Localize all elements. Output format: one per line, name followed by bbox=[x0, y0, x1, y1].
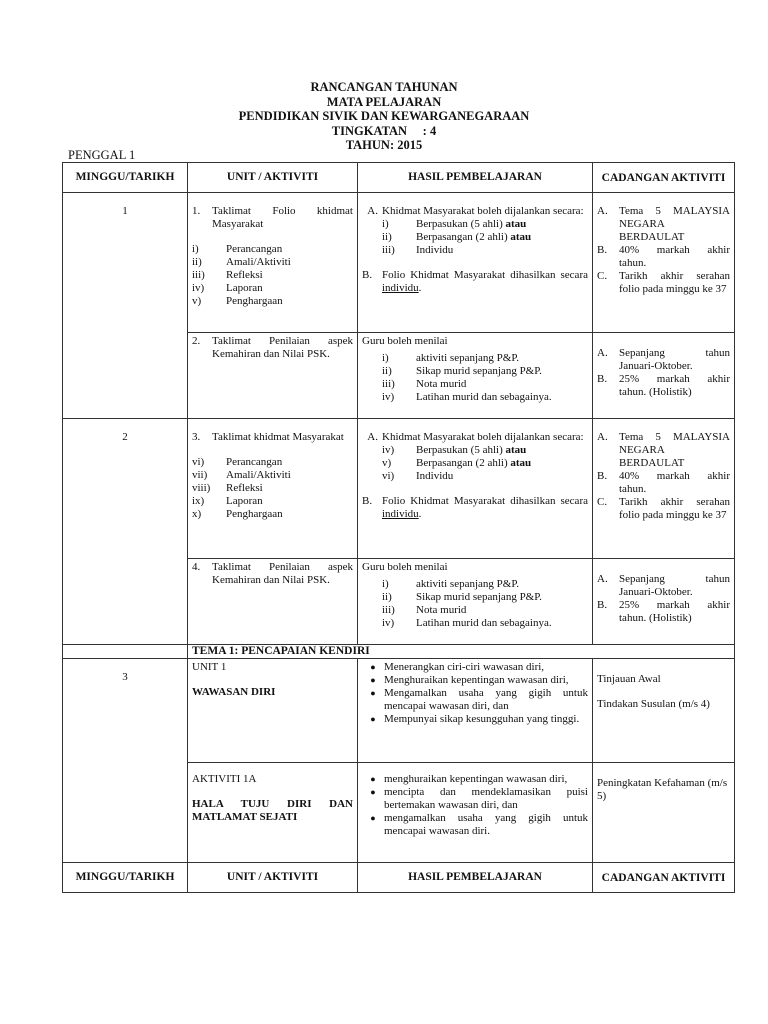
item-text: Sepanjang tahun Januari-Oktober. bbox=[619, 573, 730, 598]
penggal-label: PENGGAL 1 bbox=[68, 148, 136, 162]
item-text bbox=[416, 578, 588, 591]
item-text bbox=[416, 457, 588, 470]
header-unit: UNIT / AKTIVITI bbox=[188, 863, 358, 893]
hasil-underlined: individu bbox=[382, 508, 419, 520]
bullet-icon: ● bbox=[370, 662, 376, 672]
title-line-3: PENDIDIKAN SIVIK DAN KEWARGANEGARAAN bbox=[238, 109, 530, 123]
list-item bbox=[192, 243, 353, 256]
list-item bbox=[362, 470, 588, 483]
item-text: Tarikh akhir serahan folio pada minggu ke 37 bbox=[619, 496, 730, 521]
header-hasil: HASIL PEMBELAJARAN bbox=[358, 163, 593, 193]
item-text: Refleksi bbox=[226, 482, 263, 494]
cadangan-cell bbox=[593, 659, 735, 763]
bullet-icon: ● bbox=[370, 675, 376, 685]
item-marker: vi) bbox=[192, 456, 205, 468]
header-unit: UNIT / AKTIVITI bbox=[188, 163, 358, 193]
item-marker: B. bbox=[597, 470, 608, 482]
list-item bbox=[362, 604, 588, 617]
unit-title: Taklimat Penilaian aspek Kemahiran dan Nilai PSK. bbox=[212, 335, 353, 360]
item-text: Sikap murid sepanjang P&P. bbox=[416, 591, 542, 603]
hasil-cell bbox=[358, 559, 593, 645]
list-item bbox=[362, 231, 588, 244]
item-text bbox=[226, 469, 353, 482]
item-text bbox=[226, 243, 353, 256]
item-marker: i) bbox=[382, 352, 389, 364]
item-marker: i) bbox=[382, 218, 389, 230]
item-marker: iii) bbox=[382, 244, 395, 256]
list-item bbox=[597, 573, 730, 599]
unit-number: 1. bbox=[192, 205, 201, 217]
item-marker: A. bbox=[597, 347, 608, 359]
item-text bbox=[416, 591, 588, 604]
item-text: 40% markah akhir tahun. bbox=[619, 470, 730, 495]
document-title bbox=[0, 80, 768, 153]
item-marker: v) bbox=[192, 295, 202, 307]
unit-number: 2. bbox=[192, 335, 201, 347]
item-marker: ii) bbox=[382, 365, 392, 377]
hasil-text: Khidmat Masyarakat boleh dijalankan secara: bbox=[382, 205, 584, 217]
item-text bbox=[226, 482, 353, 495]
item-text: Sepanjang tahun Januari-Oktober. bbox=[619, 347, 730, 372]
tema-empty-cell bbox=[63, 645, 188, 659]
list-item bbox=[597, 496, 730, 522]
list-item bbox=[362, 661, 588, 674]
item-text bbox=[619, 496, 730, 522]
activity-label: AKTIVITI 1A bbox=[192, 773, 257, 785]
bullet-icon: ● bbox=[370, 688, 376, 698]
item-text bbox=[226, 269, 353, 282]
list-item bbox=[362, 218, 588, 231]
activity-title: HALA TUJU DIRI DAN MATLAMAT SEJATI bbox=[192, 798, 353, 823]
item-text: Menerangkan ciri-ciri wawasan diri, bbox=[384, 661, 545, 673]
table-row bbox=[63, 659, 735, 763]
bullet-icon: ● bbox=[370, 813, 376, 823]
list-item bbox=[362, 674, 588, 687]
hasil-cell bbox=[358, 659, 593, 763]
item-marker: iv) bbox=[382, 617, 395, 629]
cadangan-cell bbox=[593, 193, 735, 333]
header-minggu: MINGGU/TARIKH bbox=[63, 163, 188, 193]
item-marker: iv) bbox=[192, 282, 205, 294]
list-item bbox=[192, 282, 353, 295]
bullet-icon: ● bbox=[370, 774, 376, 784]
item-marker: i) bbox=[192, 243, 199, 255]
item-letter: A. bbox=[367, 205, 378, 217]
bullet-icon: ● bbox=[370, 787, 376, 797]
item-marker: i) bbox=[382, 578, 389, 590]
cadangan-cell bbox=[593, 763, 735, 863]
item-text: 40% markah akhir tahun. bbox=[619, 244, 730, 269]
hasil-text: Folio Khidmat Masyarakat dihasilkan secara bbox=[382, 495, 588, 507]
item-marker: viii) bbox=[192, 482, 211, 494]
item-marker: ix) bbox=[192, 495, 205, 507]
list-item bbox=[362, 244, 588, 257]
item-text: menghuraikan kepentingan wawasan diri, bbox=[384, 773, 568, 785]
item-text bbox=[619, 270, 730, 296]
hasil-text: . bbox=[418, 508, 422, 520]
list-item bbox=[362, 773, 588, 786]
list-item bbox=[597, 244, 730, 270]
hasil-text: Folio Khidmat Masyarakat dihasilkan secara bbox=[382, 269, 588, 281]
list-item bbox=[597, 599, 730, 625]
unit-title: Taklimat Penilaian aspek Kemahiran dan Nilai PSK. bbox=[212, 561, 353, 586]
unit-cell bbox=[188, 763, 358, 863]
item-emphasis: atau bbox=[510, 231, 532, 243]
list-item bbox=[597, 373, 730, 399]
list-item bbox=[362, 365, 588, 378]
item-marker: C. bbox=[597, 270, 608, 282]
table-header-row bbox=[63, 163, 735, 193]
item-text bbox=[416, 617, 588, 630]
list-item bbox=[597, 205, 730, 244]
item-marker: B. bbox=[597, 599, 608, 611]
list-item bbox=[362, 444, 588, 457]
item-text: Berpasukan (5 ahli) bbox=[416, 444, 503, 456]
item-text: Perancangan bbox=[226, 456, 283, 468]
item-text: Refleksi bbox=[226, 269, 263, 281]
hasil-cell bbox=[358, 333, 593, 419]
item-text bbox=[226, 508, 353, 521]
item-text: 25% markah akhir tahun. (Holistik) bbox=[619, 599, 730, 624]
header-hasil: HASIL PEMBELAJARAN bbox=[358, 863, 593, 893]
item-letter: B. bbox=[362, 269, 373, 281]
unit-number: 4. bbox=[192, 561, 201, 573]
list-item bbox=[192, 469, 353, 482]
table-row bbox=[63, 419, 735, 559]
item-text: Individu bbox=[416, 470, 454, 482]
list-item bbox=[597, 347, 730, 373]
list-item bbox=[362, 687, 588, 713]
item-text bbox=[416, 470, 588, 483]
item-emphasis: atau bbox=[505, 218, 527, 230]
item-text bbox=[416, 444, 588, 457]
unit-label: UNIT 1 bbox=[192, 661, 227, 673]
hasil-text: . bbox=[418, 282, 422, 294]
item-text: Mempunyai sikap kesungguhan yang tinggi. bbox=[384, 713, 580, 725]
item-emphasis: atau bbox=[510, 457, 532, 469]
item-marker: iv) bbox=[382, 444, 395, 456]
item-text: Nota murid bbox=[416, 378, 467, 390]
item-marker: ii) bbox=[382, 231, 392, 243]
unit-title: WAWASAN DIRI bbox=[192, 686, 276, 698]
item-text: 25% markah akhir tahun. (Holistik) bbox=[619, 373, 730, 398]
item-marker: v) bbox=[382, 457, 392, 469]
hasil-intro: Guru boleh menilai bbox=[362, 335, 448, 347]
item-text bbox=[619, 347, 730, 373]
item-text bbox=[416, 391, 588, 404]
hasil-underlined: individu bbox=[382, 282, 419, 294]
list-item bbox=[362, 352, 588, 365]
item-marker: x) bbox=[192, 508, 202, 520]
item-text bbox=[226, 456, 353, 469]
list-item bbox=[362, 591, 588, 604]
item-text bbox=[416, 244, 588, 257]
item-marker: vii) bbox=[192, 469, 208, 481]
item-marker: A. bbox=[597, 431, 608, 443]
list-item bbox=[192, 482, 353, 495]
item-marker: C. bbox=[597, 496, 608, 508]
item-marker: vi) bbox=[382, 470, 395, 482]
item-text bbox=[619, 573, 730, 599]
unit-cell bbox=[188, 333, 358, 419]
unit-cell bbox=[188, 419, 358, 559]
unit-title: Taklimat Folio khidmat Masyarakat bbox=[212, 205, 353, 230]
item-marker: ii) bbox=[382, 591, 392, 603]
item-text bbox=[226, 256, 353, 269]
hasil-text: Khidmat Masyarakat boleh dijalankan secara: bbox=[382, 431, 584, 443]
item-marker: ii) bbox=[192, 256, 202, 268]
item-text: Berpasangan (2 ahli) bbox=[416, 457, 508, 469]
item-text: Tarikh akhir serahan folio pada minggu ke 37 bbox=[619, 270, 730, 295]
list-item bbox=[362, 812, 588, 838]
list-item bbox=[362, 578, 588, 591]
tema-row bbox=[63, 645, 735, 659]
list-item bbox=[192, 456, 353, 469]
list-item bbox=[362, 391, 588, 404]
title-line-5: TAHUN: 2015 bbox=[345, 138, 423, 152]
unit-title: Taklimat khidmat Masyarakat bbox=[212, 431, 344, 443]
hasil-intro: Guru boleh menilai bbox=[362, 561, 448, 573]
week-number: 2 bbox=[63, 419, 188, 645]
table-header-row bbox=[63, 863, 735, 893]
cadangan-text: Tinjauan Awal bbox=[597, 673, 661, 685]
list-item bbox=[362, 617, 588, 630]
unit-number: 3. bbox=[192, 431, 201, 443]
item-text: mencipta dan mendeklamasikan puisi bertemakan wawasan diri, dan bbox=[384, 786, 588, 811]
item-text: Penghargaan bbox=[226, 508, 283, 520]
item-text: mengamalkan usaha yang gigih untuk mencapai wawasan diri. bbox=[384, 812, 588, 837]
item-text bbox=[226, 495, 353, 508]
cadangan-text: Peningkatan Kefahaman (m/s 5) bbox=[597, 777, 728, 802]
item-text: Perancangan bbox=[226, 243, 283, 255]
item-letter: B. bbox=[362, 495, 373, 507]
item-text: Amali/Aktiviti bbox=[226, 469, 291, 481]
title-line-4: TINGKATAN : 4 bbox=[331, 123, 437, 138]
title-line-2: MATA PELAJARAN bbox=[326, 94, 442, 109]
unit-cell bbox=[188, 659, 358, 763]
list-item bbox=[597, 470, 730, 496]
list-item bbox=[192, 508, 353, 521]
cadangan-cell bbox=[593, 419, 735, 559]
unit-cell bbox=[188, 559, 358, 645]
item-text: Amali/Aktiviti bbox=[226, 256, 291, 268]
item-marker: iii) bbox=[382, 604, 395, 616]
item-text: aktiviti sepanjang P&P. bbox=[416, 352, 519, 364]
list-item bbox=[192, 495, 353, 508]
item-text bbox=[416, 604, 588, 617]
title-line-1: RANCANGAN TAHUNAN bbox=[310, 80, 458, 94]
header-cadangan: CADANGAN AKTIVITI bbox=[593, 163, 735, 193]
week-number: 1 bbox=[63, 193, 188, 419]
item-marker: A. bbox=[597, 205, 608, 217]
hasil-cell bbox=[358, 763, 593, 863]
item-text bbox=[226, 282, 353, 295]
item-text bbox=[416, 231, 588, 244]
list-item bbox=[362, 786, 588, 812]
item-text: Penghargaan bbox=[226, 295, 283, 307]
table-row bbox=[63, 193, 735, 333]
item-text bbox=[619, 373, 730, 399]
item-text: Laporan bbox=[226, 282, 263, 294]
item-text bbox=[619, 599, 730, 625]
item-text bbox=[619, 205, 730, 244]
item-text bbox=[416, 365, 588, 378]
hasil-cell bbox=[358, 193, 593, 333]
bullet-icon: ● bbox=[370, 714, 376, 724]
item-text: Nota murid bbox=[416, 604, 467, 616]
item-text: Menghuraikan kepentingan wawasan diri, bbox=[384, 674, 569, 686]
item-text: Sikap murid sepanjang P&P. bbox=[416, 365, 542, 377]
item-text bbox=[619, 470, 730, 496]
header-cadangan: CADANGAN AKTIVITI bbox=[593, 863, 735, 893]
item-text: Mengamalkan usaha yang gigih untuk mencapai wawasan diri, dan bbox=[384, 687, 588, 712]
item-text: Individu bbox=[416, 244, 454, 256]
item-text: Latihan murid dan sebagainya. bbox=[416, 617, 552, 629]
item-text: Laporan bbox=[226, 495, 263, 507]
item-text bbox=[226, 295, 353, 308]
item-emphasis: atau bbox=[505, 444, 527, 456]
tema-title: TEMA 1: PENCAPAIAN KENDIRI bbox=[188, 645, 735, 659]
list-item bbox=[362, 457, 588, 470]
list-item bbox=[362, 378, 588, 391]
cadangan-text: Tindakan Susulan (m/s 4) bbox=[597, 698, 710, 710]
item-text: Tema 5 MALAYSIA NEGARA BERDAULAT bbox=[619, 205, 730, 243]
item-text: Berpasangan (2 ahli) bbox=[416, 231, 508, 243]
item-text: Tema 5 MALAYSIA NEGARA BERDAULAT bbox=[619, 431, 730, 469]
item-text bbox=[619, 244, 730, 270]
cadangan-cell bbox=[593, 559, 735, 645]
list-item bbox=[192, 269, 353, 282]
hasil-cell bbox=[358, 419, 593, 559]
item-text bbox=[619, 431, 730, 470]
item-marker: B. bbox=[597, 373, 608, 385]
item-text: aktiviti sepanjang P&P. bbox=[416, 578, 519, 590]
item-text bbox=[416, 378, 588, 391]
cadangan-cell bbox=[593, 333, 735, 419]
item-text: Berpasukan (5 ahli) bbox=[416, 218, 503, 230]
unit-cell bbox=[188, 193, 358, 333]
item-marker: iii) bbox=[382, 378, 395, 390]
list-item bbox=[597, 270, 730, 296]
list-item bbox=[597, 431, 730, 470]
item-marker: B. bbox=[597, 244, 608, 256]
item-letter: A. bbox=[367, 431, 378, 443]
annual-plan-table bbox=[62, 162, 735, 893]
list-item bbox=[192, 295, 353, 308]
list-item bbox=[192, 256, 353, 269]
item-text bbox=[416, 218, 588, 231]
item-marker: A. bbox=[597, 573, 608, 585]
header-minggu: MINGGU/TARIKH bbox=[63, 863, 188, 893]
item-marker: iii) bbox=[192, 269, 205, 281]
item-marker: iv) bbox=[382, 391, 395, 403]
week-number: 3 bbox=[63, 659, 188, 863]
item-text bbox=[416, 352, 588, 365]
list-item bbox=[362, 713, 588, 726]
item-text: Latihan murid dan sebagainya. bbox=[416, 391, 552, 403]
